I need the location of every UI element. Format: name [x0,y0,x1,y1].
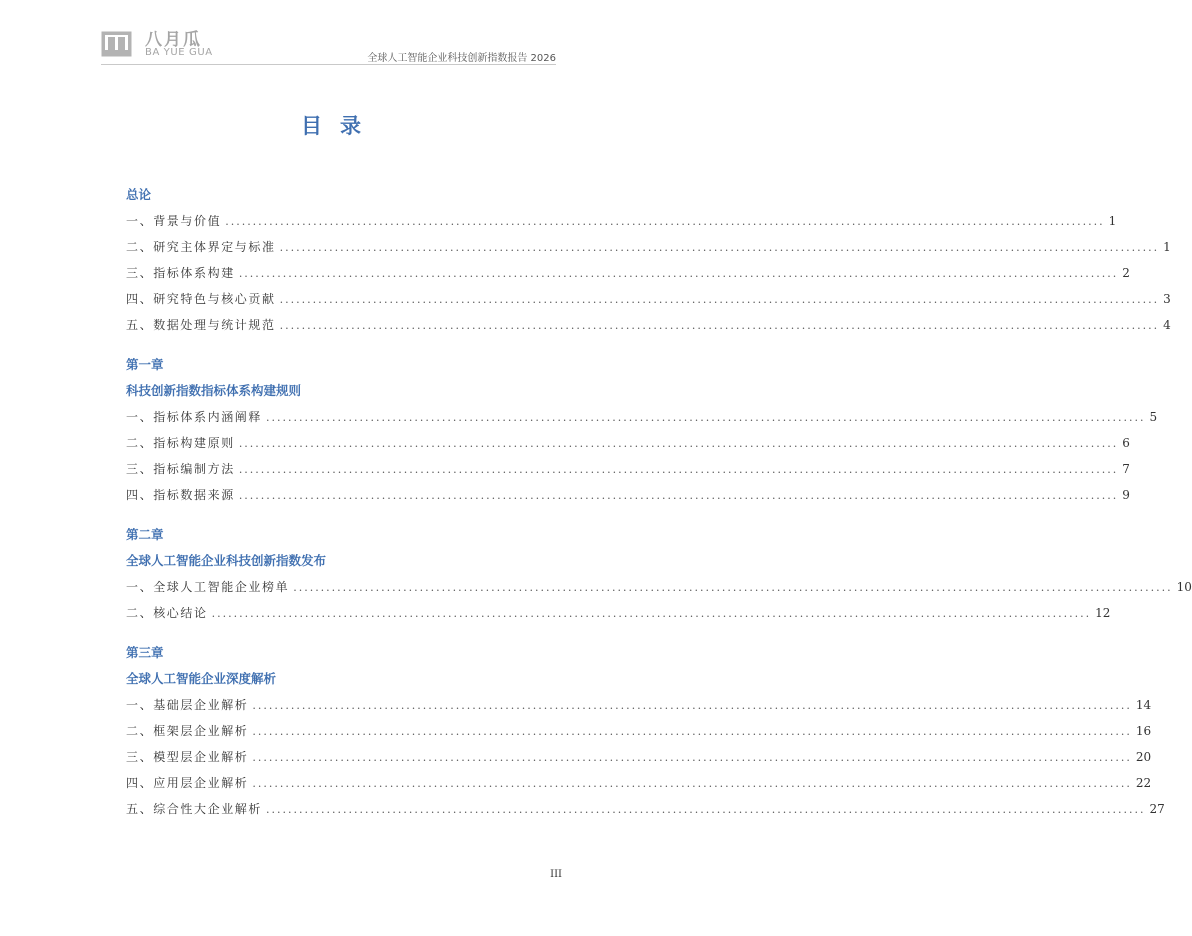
dot-leader: ................................................................................................................................................................ [266,411,1146,424]
toc-entry[interactable] [126,404,1158,430]
chapter-title: 全球人工智能企业科技创新指数发布 [126,553,327,568]
dot-leader: ................................................................................................................................................................ [279,319,1160,332]
entry-page: 3 [1163,292,1171,306]
chapter-number: 第三章 [126,645,164,660]
dot-leader: ................................................................................................................................................................ [238,437,1119,450]
dot-leader: ................................................................................................................................................................ [252,751,1132,764]
entry-text: 二、核心结论 [126,606,208,620]
entry-text: 三、指标编制方法 [126,462,235,476]
dot-leader: ................................................................................................................................................................ [225,215,1105,228]
entry-page: 27 [1149,802,1165,816]
entry-page: 6 [1122,436,1130,450]
entry-text: 四、应用层企业解析 [126,776,249,790]
toc-entry[interactable] [126,456,1130,482]
entry-text: 五、综合性大企业解析 [126,802,263,816]
page-number: III [550,869,562,880]
table-of-contents [126,182,1192,836]
entry-text: 一、指标体系内涵阐释 [126,410,263,424]
entry-text: 二、框架层企业解析 [126,724,249,738]
entry-text: 一、基础层企业解析 [126,698,249,712]
entry-page: 5 [1149,410,1158,424]
toc-entry[interactable] [126,574,1192,600]
chapter-number: 第二章 [126,527,164,542]
toc-entry[interactable] [126,260,1130,286]
company-logo [101,31,241,61]
dot-leader: ................................................................................................................................................................ [238,267,1119,280]
toc-title: 目录 [301,114,379,138]
report-header-title: 全球人工智能企业科技创新指数报告 2026 [367,53,556,64]
entry-page: 12 [1095,606,1111,620]
header-divider [101,64,556,65]
toc-entry[interactable] [126,234,1171,260]
toc-entry[interactable] [126,312,1171,338]
toc-entry[interactable] [126,430,1130,456]
entry-text: 二、研究主体界定与标准 [126,240,276,254]
dot-leader: ................................................................................................................................................................ [252,725,1132,738]
entry-text: 四、指标数据来源 [126,488,235,502]
toc-section-chapter-2 [126,522,1192,626]
toc-entry[interactable] [126,796,1165,822]
toc-entry[interactable] [126,770,1152,796]
dot-leader: ................................................................................................................................................................ [279,241,1160,254]
entry-text: 三、模型层企业解析 [126,750,249,764]
toc-entry[interactable] [126,286,1171,312]
entry-page: 9 [1122,488,1130,502]
entry-page: 22 [1135,776,1152,790]
dot-leader: ................................................................................................................................................................ [279,293,1160,306]
dot-leader: ................................................................................................................................................................ [266,803,1146,816]
toc-entry[interactable] [126,718,1152,744]
dot-leader: ................................................................................................................................................................ [293,581,1173,594]
entry-page: 7 [1122,462,1130,476]
toc-section-chapter-3 [126,640,1165,822]
entry-text: 一、全球人工智能企业榜单 [126,580,290,594]
entry-page: 10 [1176,580,1192,594]
toc-entry[interactable] [126,482,1130,508]
dot-leader: ................................................................................................................................................................ [211,607,1092,620]
logo-english-text: BA YUE GUA [145,47,213,58]
chapter-number: 第一章 [126,357,164,372]
toc-entry[interactable] [126,600,1111,626]
entry-page: 1 [1163,240,1171,254]
entry-page: 16 [1135,724,1152,738]
toc-section-overview [126,182,1171,338]
logo-chinese-text: 八月瓜 [145,30,202,50]
entry-text: 二、指标构建原则 [126,436,235,450]
dot-leader: ................................................................................................................................................................ [252,699,1132,712]
entry-text: 三、指标体系构建 [126,266,235,280]
entry-text: 一、背景与价值 [126,214,222,228]
toc-section-chapter-1 [126,352,1158,508]
dot-leader: ................................................................................................................................................................ [252,777,1132,790]
chapter-title: 科技创新指数指标体系构建规则 [126,383,302,398]
entry-page: 2 [1122,266,1130,280]
section-heading: 总论 [126,187,152,202]
toc-entry[interactable] [126,208,1117,234]
chapter-title: 全球人工智能企业深度解析 [126,671,277,686]
toc-entry[interactable] [126,744,1152,770]
entry-text: 五、数据处理与统计规范 [126,318,276,332]
toc-entry[interactable] [126,692,1152,718]
dot-leader: ................................................................................................................................................................ [238,489,1119,502]
dot-leader: ................................................................................................................................................................ [238,463,1119,476]
entry-page: 14 [1135,698,1152,712]
entry-page: 20 [1135,750,1152,764]
entry-text: 四、研究特色与核心贡献 [126,292,276,306]
logo-mark-icon [101,31,132,57]
entry-page: 4 [1163,318,1171,332]
entry-page: 1 [1108,214,1117,228]
